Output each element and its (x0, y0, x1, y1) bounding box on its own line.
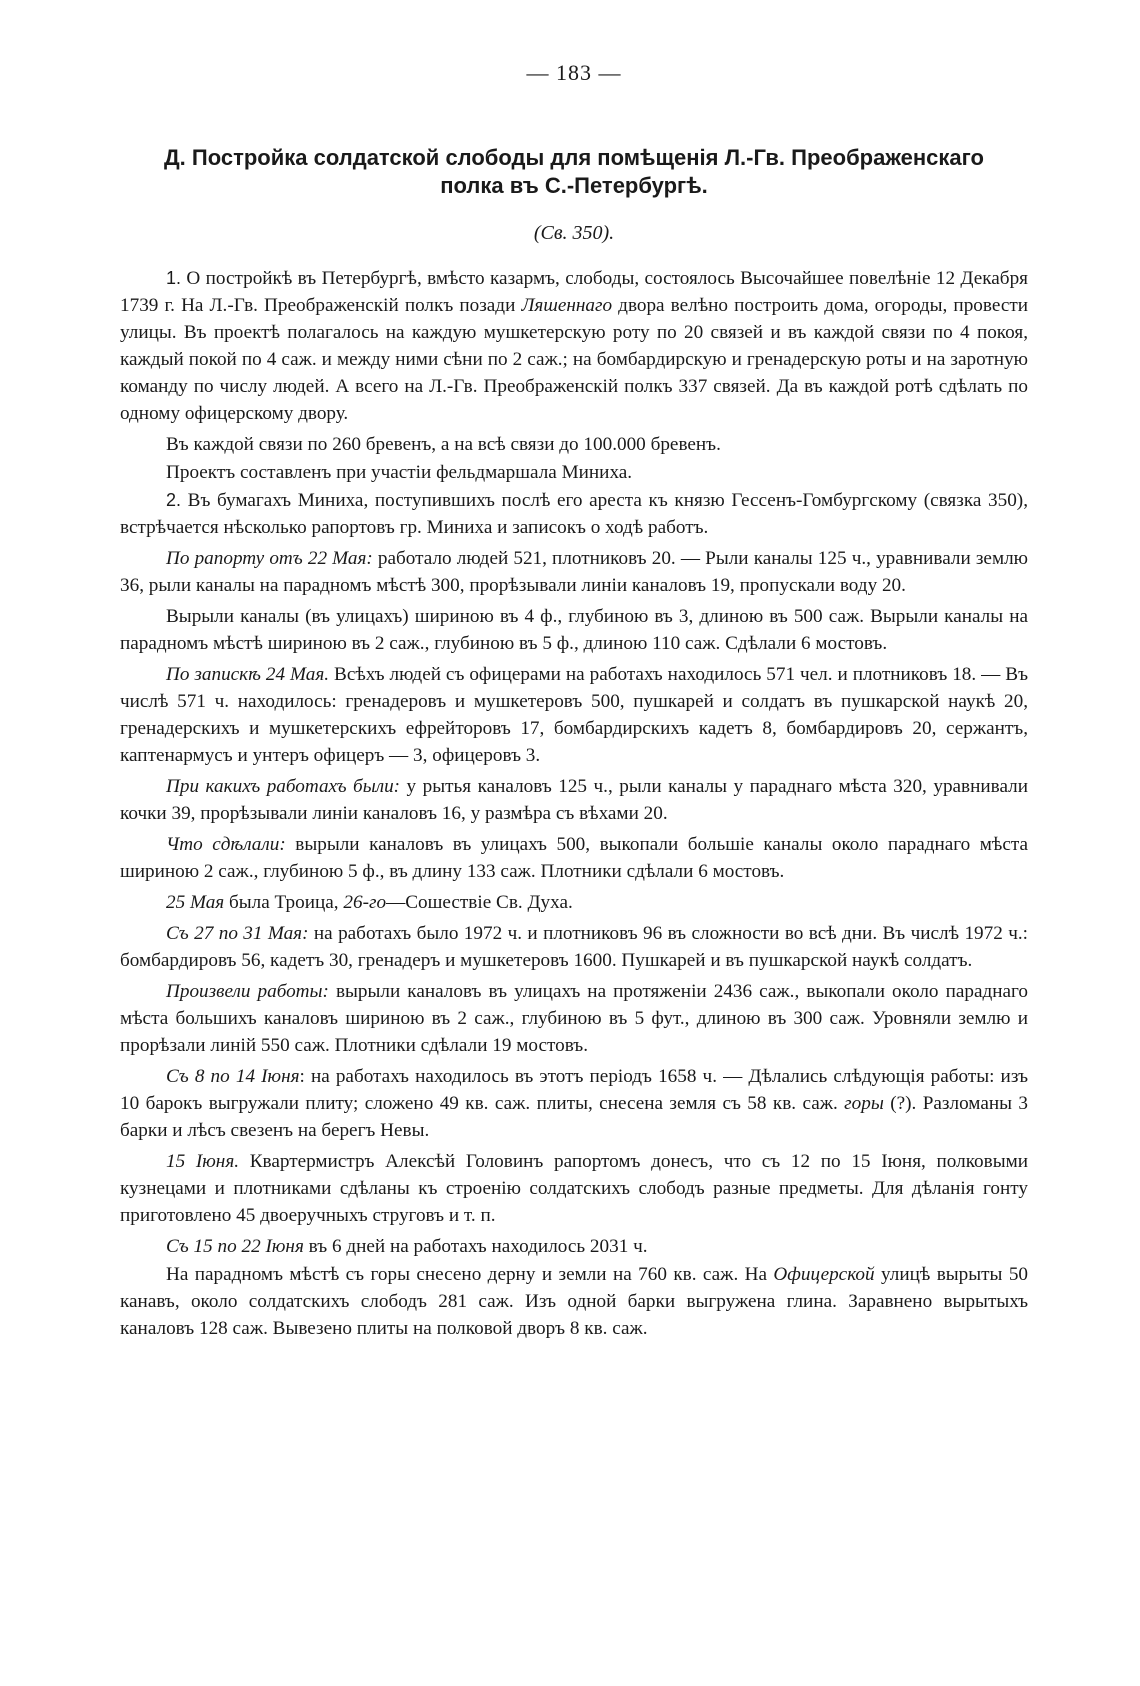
italic-lead: Что сдѣлали: (166, 834, 286, 855)
italic-place-name: Ляшеннаго (521, 295, 613, 316)
paragraph-13: Съ 8 по 14 Іюня: на работахъ находилось въ этотъ періодъ 1658 ч. — Дѣлались слѣдующія работы: изъ 10 барокъ выгружали плиту; сложено 49 кв. саж. плиты, снесена земля съ 58 кв. саж. горы (?). Разломаны 3 барки и лѣсъ свезенъ на берегъ Невы. (120, 1066, 1028, 1141)
paragraph-14: 15 Іюня. Квартермистръ Алексѣй Головинъ рапортомъ донесъ, что съ 12 по 15 Іюня, полковыми кузнецами и плотниками сдѣланы къ строенію солдатскихъ слободъ разные предметы. Для дѣланія гонту приготовлено 45 двоеручныхъ струговъ и т. п. (120, 1151, 1028, 1226)
paragraph-16: На парадномъ мѣстѣ съ горы снесено дерну и земли на 760 кв. саж. На Офицерской улицѣ вырыты 50 канавъ, около солдатскихъ слободъ 281 саж. Изъ одной барки выгружена глина. Заравнено вырытыхъ каналовъ 128 саж. Вывезено плиты на полковой дворъ 8 кв. саж. (120, 1264, 1029, 1339)
italic-lead: 25 Мая (166, 892, 225, 913)
heading-line-2: полка въ С.-Петербургѣ. (440, 173, 708, 198)
document-page (120, 60, 1028, 1346)
italic-street-name: Офицерской (773, 1264, 875, 1285)
italic-lead: Съ 8 по 14 Іюня (166, 1066, 300, 1087)
heading-line-1: Д. Постройка солдатской слободы для помѣщенія Л.-Гв. Преображенскаго (164, 145, 984, 170)
paragraph-9: Что сдѣлали: вырыли каналовъ въ улицахъ 500, выкопали большіе каналы около параднаго мѣста шириною 2 саж., глубиною 5 ф., въ длину 133 саж. Плотники сдѣлали 6 мостовъ. (120, 834, 1028, 882)
page-number: — 183 — (526, 60, 622, 85)
paragraph-number: 2. (166, 490, 182, 510)
paragraph-1: 1. О постройкѣ въ Петербургѣ, вмѣсто казармъ, слободы, состоялось Высочайшее повелѣніе 12 Декабря 1739 г. На Л.-Гв. Преображенскій полкъ позади Ляшеннаго двора велѣно построить дома, огороды, провести улицы. Въ проектѣ полагалось на каждую мушкетерскую роту по 20 связей и въ каждой связи по 4 покоя, каждый покой по 4 саж. и между ними сѣни по 2 саж.; на бомбардирскую и гренадерскую роты и на заротную команду по числу людей. А всего на Л.-Гв. Преображенскій полкъ 337 связей. Да въ каждой ротѣ сдѣлать по одному офицерскому двору. (120, 268, 1028, 424)
paragraph-6: Вырыли каналы (въ улицахъ) шириною въ 4 ф., глубиною въ 3, длиною въ 500 саж. Вырыли каналы на парадномъ мѣстѣ шириною въ 2 саж., глубиною въ 5 ф., длиною 110 саж. Сдѣлали 6 мостовъ. (120, 606, 1028, 654)
paragraph-11: Съ 27 по 31 Мая: на работахъ было 1972 ч. и плотниковъ 96 въ сложности во всѣ дни. Въ числѣ 1972 ч.: бомбардировъ 56, кадетъ 30, гренадеръ и мушкетеровъ 1600. Пушкарей и въ пушкарской наукѣ солдатъ. (120, 923, 1028, 971)
italic-lead: При какихъ работахъ были: (166, 776, 401, 797)
source-reference: (Св. 350). (533, 222, 615, 244)
section-heading (130, 144, 1018, 200)
paragraph-15: Съ 15 по 22 Іюня въ 6 дней на работахъ находилось 2031 ч. (166, 1236, 648, 1257)
italic-lead-2: горы (844, 1093, 884, 1114)
italic-lead: По рапорту отъ 22 Мая: (166, 548, 373, 569)
paragraph-8: При какихъ работахъ были: у рытья каналовъ 125 ч., рыли каналы у параднаго мѣста 320, уравнивали кочки 39, прорѣзывали линіи каналовъ 16, у размѣра съ вѣхами 20. (120, 776, 1028, 824)
paragraph-12: Произвели работы: вырыли каналовъ въ улицахъ на протяженіи 2436 саж., выкопали около параднаго мѣста большихъ каналовъ шириною въ 2 саж., глубиною въ 5 фут., длиною въ 300 саж. Уровняли землю и прорѣзали линій 550 саж. Плотники сдѣлали 19 мостовъ. (120, 981, 1028, 1056)
italic-lead: Произвели работы: (166, 981, 329, 1002)
italic-lead: По запискѣ 24 Мая. (166, 664, 330, 685)
paragraph-10: 25 Мая была Троица, 26-го—Сошествіе Св. Духа. (166, 892, 573, 913)
paragraph-3: Проектъ составленъ при участіи фельдмаршала Миниха. (166, 462, 633, 483)
paragraph-2: Въ каждой связи по 260 бревенъ, а на всѣ связи до 100.000 бревенъ. (166, 434, 721, 455)
paragraph-number: 1. (166, 268, 182, 288)
italic-lead: 15 Іюня. (166, 1151, 240, 1172)
italic-lead: Съ 15 по 22 Іюня (166, 1236, 304, 1257)
paragraph-7: По запискѣ 24 Мая. Всѣхъ людей съ офицерами на работахъ находилось 571 чел. и плотниковъ 18. — Въ числѣ 571 ч. находилось: гренадеровъ и мушкетеровъ 500, пушкарей и солдатъ въ пушкарской наукѣ 20, гренадерскихъ и мушкетерскихъ ефрейторовъ 17, бомбардирскихъ кадетъ 8, бомбардировъ 20, сержантъ, каптенармусъ и унтеръ офицеръ — 3, офицеровъ 3. (120, 664, 1028, 766)
paragraph-5: По рапорту отъ 22 Мая: работало людей 521, плотниковъ 20. — Рыли каналы 125 ч., уравнивали землю 36, рыли каналы на парадномъ мѣстѣ 300, прорѣзывали линіи каналовъ 19, пропускали воду 20. (120, 548, 1028, 596)
italic-lead-2: 26-го (343, 892, 387, 913)
paragraph-4: 2. Въ бумагахъ Миниха, поступившихъ послѣ его ареста къ князю Гессенъ-Гомбургскому (связка 350), встрѣчается нѣсколько рапортовъ гр. Миниха и записокъ о ходѣ работъ. (120, 490, 1028, 538)
italic-lead: Съ 27 по 31 Мая: (166, 923, 309, 944)
